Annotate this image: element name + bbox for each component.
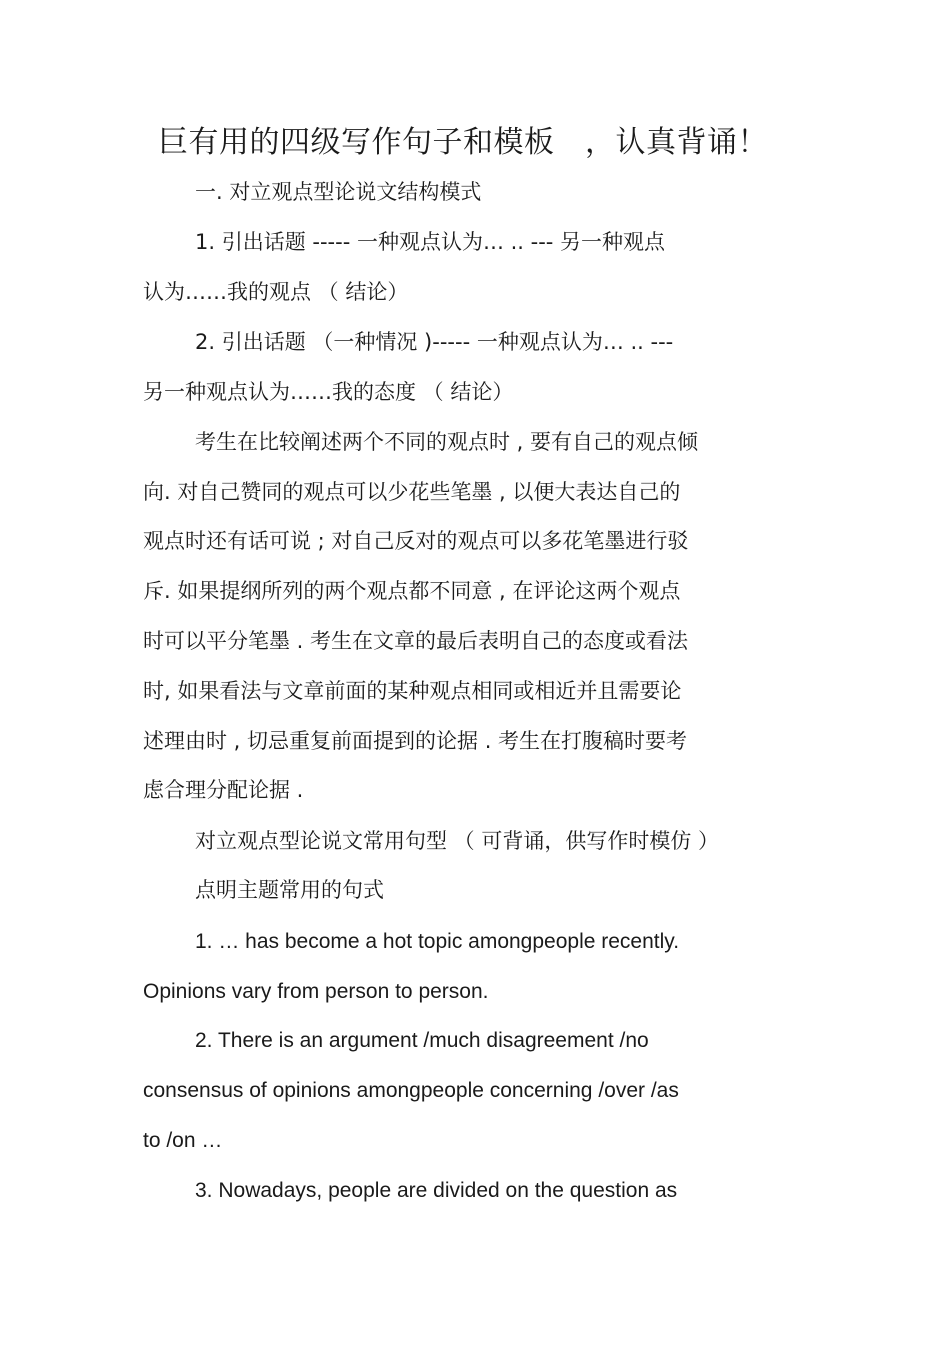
paragraph-line: 考生在比较阐述两个不同的观点时 , 要有自己的观点倾 bbox=[195, 430, 699, 454]
english-line: 1. … has become a hot topic amongpeople recently. bbox=[195, 930, 680, 953]
subheading-line: 点明主题常用的句式 bbox=[195, 878, 384, 902]
paragraph-line: 另一种观点认为……我的态度 （ 结论） bbox=[143, 380, 514, 404]
paragraph-line: 1. 引出话题 ----- 一种观点认为… .. --- 另一种观点 bbox=[195, 230, 666, 254]
subheading-line: 对立观点型论说文常用句型 （ 可背诵，供写作时模仿 ） bbox=[195, 829, 720, 853]
paragraph-line: 述理由时 , 切忌重复前面提到的论据 . 考生在打腹稿时要考 bbox=[143, 729, 688, 753]
paragraph-line: 向. 对自己赞同的观点可以少花些笔墨 , 以便大表达自己的 bbox=[143, 480, 681, 504]
english-line: 3. Nowadays, people are divided on the question as bbox=[195, 1179, 678, 1202]
english-line: 2. There is an argument /much disagreement /no bbox=[195, 1029, 649, 1052]
section-heading: 一. 对立观点型论说文结构模式 bbox=[195, 180, 482, 204]
paragraph-line: 时, 如果看法与文章前面的某种观点相同或相近并且需要论 bbox=[143, 679, 682, 703]
document-title: 巨有用的四级写作句子和模板 ，认真背诵！ bbox=[158, 125, 768, 160]
english-line: to /on … bbox=[143, 1129, 223, 1152]
paragraph-line: 虑合理分配论据 . bbox=[143, 778, 304, 802]
paragraph-line: 认为……我的观点 （ 结论） bbox=[143, 280, 409, 304]
paragraph-line: 时可以平分笔墨 . 考生在文章的最后表明自己的态度或看法 bbox=[143, 629, 689, 653]
paragraph-line: 斥. 如果提纲所列的两个观点都不同意 , 在评论这两个观点 bbox=[143, 579, 681, 603]
paragraph-line: 观点时还有话可说 ; 对自己反对的观点可以多花笔墨进行驳 bbox=[143, 529, 689, 553]
paragraph-line: 2. 引出话题 （一种情况 )----- 一种观点认为… .. --- bbox=[195, 330, 674, 354]
english-line: Opinions vary from person to person. bbox=[143, 980, 489, 1003]
english-line: consensus of opinions amongpeople concerning /over /as bbox=[143, 1079, 679, 1102]
